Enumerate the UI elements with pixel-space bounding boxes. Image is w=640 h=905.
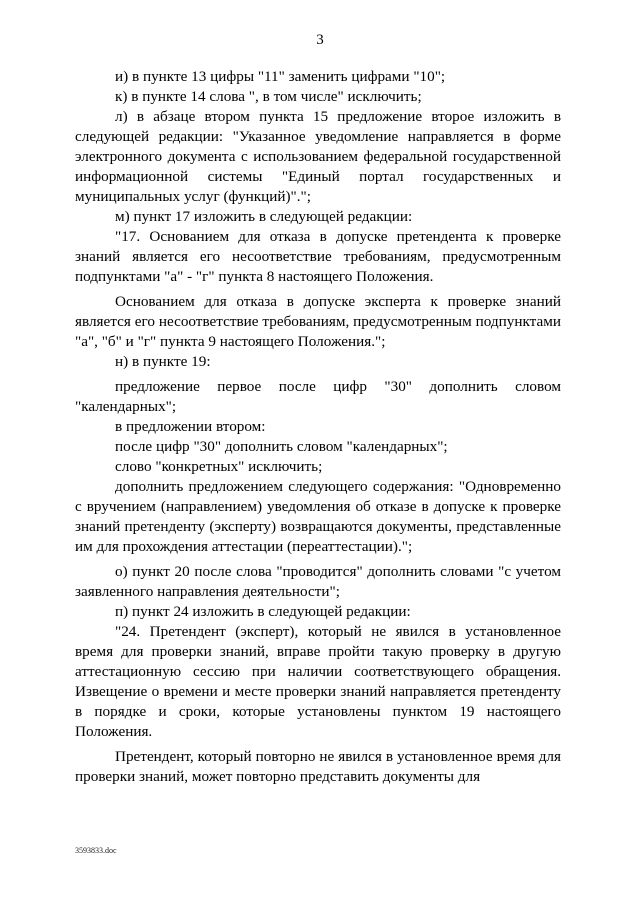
page-number: 3 bbox=[316, 32, 324, 48]
paragraph-n-word-exclude: слово "конкретных" исключить; bbox=[115, 458, 323, 475]
paragraph-n: н) в пункте 19: bbox=[115, 353, 211, 370]
paragraph-17-second: Основанием для отказа в допуске эксперта к проверке знаний является его несоответствие требованиям, предусмотренным подпунктами "а", "б" и "г" пункта 9 настоящего Положения."; bbox=[75, 293, 561, 350]
paragraph-o: о) пункт 20 после слова "проводится" дополнить словами "с учетом заявленного направления деятельности"; bbox=[75, 563, 561, 600]
paragraph-24-second: Претендент, который повторно не явился в установленное время для проверки знаний, может повторно представить документы для bbox=[75, 748, 561, 785]
document-body bbox=[75, 67, 561, 787]
paragraph-p: п) пункт 24 изложить в следующей редакции: bbox=[115, 603, 411, 620]
paragraph-n-second-sentence: в предложении втором: bbox=[115, 418, 266, 435]
paragraph-24-first: "24. Претендент (эксперт), который не явился в установленное время для проверки знаний, вправе пройти такую проверку в другую аттестационную сессию при наличии соответствующего обращения. Извещение о времени и месте проверки знаний направляется претенденту в порядке и сроки, которые установлены пунктом 19 настоящего Положения. bbox=[75, 623, 561, 740]
paragraph-m: м) пункт 17 изложить в следующей редакции: bbox=[115, 208, 413, 225]
paragraph-n-first-sentence: предложение первое после цифр "30" дополнить словом "календарных"; bbox=[75, 378, 561, 415]
paragraph-n-after-digits: после цифр "30" дополнить словом "календарных"; bbox=[115, 438, 448, 455]
footer-filename: 3593833.doc bbox=[75, 846, 117, 855]
paragraph-17-first: "17. Основанием для отказа в допуске претендента к проверке знаний является его несоответствие требованиям, предусмотренным подпунктами "а" - "г" пункта 8 настоящего Положения. bbox=[75, 228, 561, 285]
paragraph-n-add-sentence: дополнить предложением следующего содержания: "Одновременно с вручением (направлением) уведомления об отказе в допуске к проверке знаний претенденту (эксперту) возвращаются документы, представленные им для прохождения аттестации (переаттестации)."; bbox=[75, 478, 561, 555]
paragraph-i: и) в пункте 13 цифры "11" заменить цифрами "10"; bbox=[115, 68, 446, 85]
paragraph-l: л) в абзаце втором пункта 15 предложение второе изложить в следующей редакции: "Указанное уведомление направляется в форме электронного документа с использованием федеральной государственной информационной системы "Единый портал государственных и муниципальных услуг (функций)"."; bbox=[75, 108, 561, 205]
paragraph-k: к) в пункте 14 слова ", в том числе" исключить; bbox=[115, 88, 422, 105]
